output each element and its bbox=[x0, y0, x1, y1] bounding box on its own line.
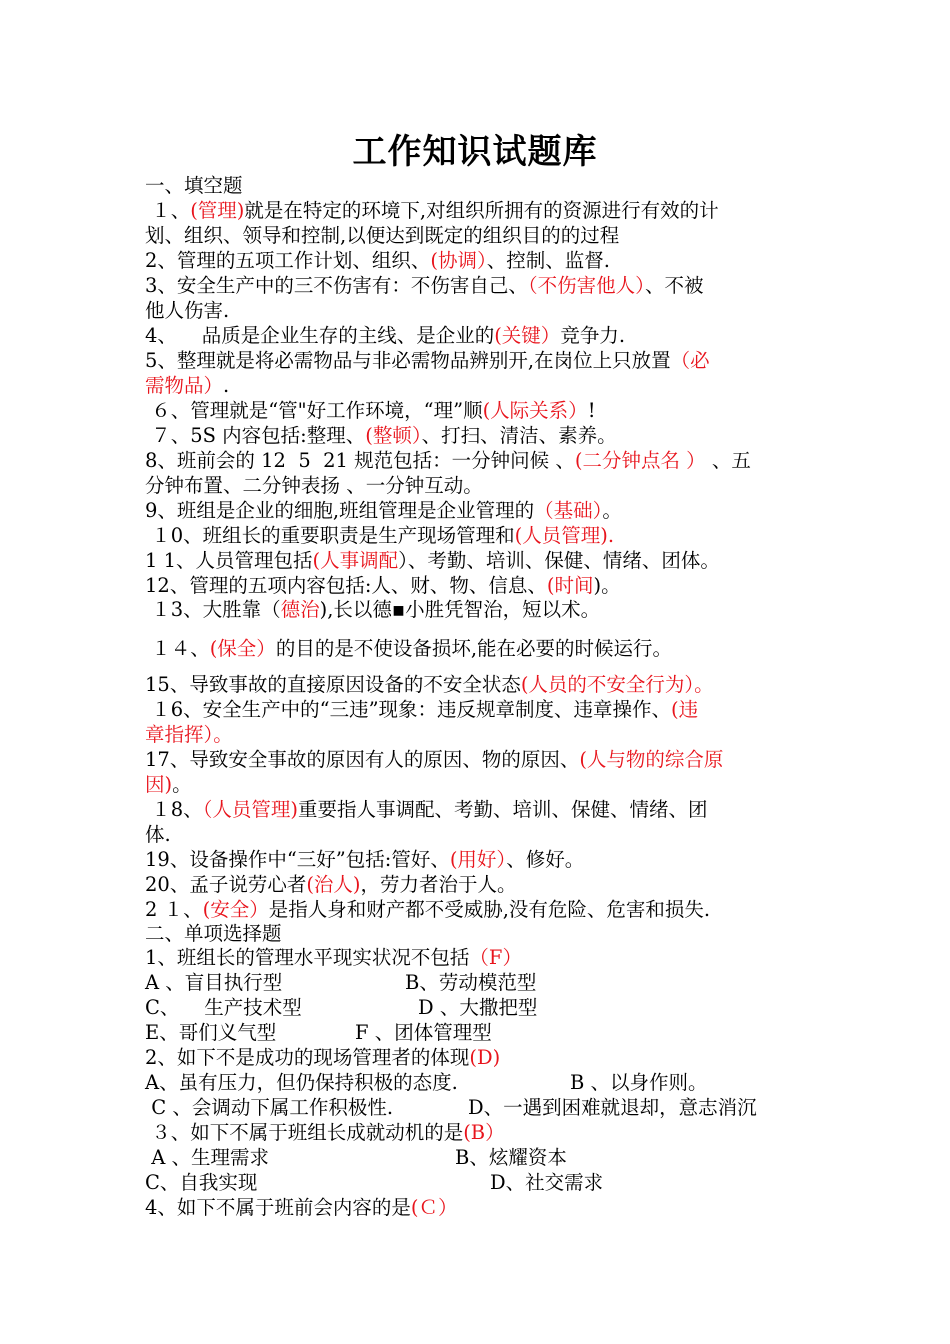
text-line bbox=[145, 398, 596, 423]
question-text: 、控制、监督. bbox=[486, 249, 610, 272]
question-text: F 、团体管理型 bbox=[355, 1021, 492, 1044]
question-text: 二、单项选择题 bbox=[145, 922, 282, 945]
answer-text: (保全） bbox=[209, 637, 276, 660]
text-line bbox=[145, 970, 282, 995]
text-line bbox=[145, 1170, 257, 1195]
answer-text: （不伤害他人） bbox=[527, 274, 645, 297]
question-text: 5、整理就是将必需物品与非必需物品辨别开,在岗位上只放置 bbox=[145, 349, 671, 372]
question-text: 的目的是不使设备损坏,能在必要的时候运行。 bbox=[275, 637, 673, 660]
answer-text: (管理) bbox=[190, 199, 245, 222]
question-text: 就是在特定的环境下,对组织所拥有的资源进行有效的计 bbox=[244, 199, 719, 222]
question-text: B 、以身作则。 bbox=[570, 1071, 708, 1094]
text-line bbox=[145, 573, 621, 598]
text-line bbox=[145, 797, 707, 822]
question-text: A 、生理需求 bbox=[145, 1146, 269, 1169]
answer-text: (安全） bbox=[202, 898, 269, 921]
question-text: B、劳动模范型 bbox=[405, 971, 537, 994]
question-text: 2、如下不是成功的现场管理者的体现 bbox=[145, 1046, 470, 1069]
answer-text: (人员的不安全行为）。 bbox=[520, 673, 714, 696]
question-text: 15、导致事故的直接原因设备的不安全状态 bbox=[145, 673, 521, 696]
text-line bbox=[145, 323, 625, 348]
text-line bbox=[145, 847, 584, 872]
text-line bbox=[145, 348, 710, 373]
text-line bbox=[455, 1145, 567, 1170]
text-line bbox=[145, 1195, 458, 1220]
question-text: 3、安全生产中的三不伤害有：不伤害自己、 bbox=[145, 274, 528, 297]
question-text: E、哥们义气型 bbox=[145, 1021, 277, 1044]
text-line bbox=[145, 498, 622, 523]
text-line bbox=[490, 1170, 603, 1195]
question-text: 、五 bbox=[705, 449, 751, 472]
question-text: 1、班组长的管理水平现实状况不包括 bbox=[145, 946, 470, 969]
question-text: １４、 bbox=[145, 637, 210, 660]
answer-text: 因) bbox=[145, 773, 173, 796]
question-text: . bbox=[223, 374, 230, 397]
text-line bbox=[145, 1070, 458, 1095]
text-line bbox=[145, 636, 672, 661]
text-line bbox=[145, 373, 229, 398]
text-line bbox=[145, 448, 751, 473]
text-line bbox=[145, 597, 600, 622]
question-text: C、自我实现 bbox=[145, 1171, 258, 1194]
text-line bbox=[145, 1020, 276, 1045]
question-text: １、 bbox=[145, 199, 191, 222]
question-text: 2 １、 bbox=[145, 898, 203, 921]
question-text: C 、会调动下属工作积极性. bbox=[145, 1096, 394, 1119]
answer-text: （F） bbox=[469, 946, 522, 969]
question-text: 、修好。 bbox=[506, 848, 585, 871]
text-line bbox=[145, 772, 192, 797]
answer-text: （基础） bbox=[534, 499, 603, 522]
question-text: 17、导致安全事故的原因有人的原因、物的原因、 bbox=[145, 748, 580, 771]
question-text: 。 bbox=[602, 499, 622, 522]
question-text: 是指人身和财产都不受威胁,没有危险、危害和损失. bbox=[268, 898, 711, 921]
answer-text: (时间 bbox=[546, 574, 594, 597]
answer-text: (人事调配 bbox=[312, 549, 399, 572]
text-line bbox=[145, 248, 610, 273]
question-text: 体. bbox=[145, 823, 171, 846]
question-text: 竞争力. bbox=[560, 324, 626, 347]
question-text: 2、管理的五项工作计划、组织、 bbox=[145, 249, 431, 272]
text-line bbox=[145, 672, 714, 697]
text-line bbox=[145, 722, 233, 747]
text-line bbox=[145, 548, 720, 573]
question-text: 。 bbox=[172, 773, 192, 796]
question-text: ! bbox=[587, 399, 596, 422]
text-line bbox=[145, 523, 614, 548]
question-text: A 、盲目执行型 bbox=[145, 971, 283, 994]
question-text: ６、管理就是“管"好工作环境，“理”顺 bbox=[145, 399, 483, 422]
question-text: 9、班组是企业的细胞,班组管理是企业管理的 bbox=[145, 499, 535, 522]
text-line bbox=[145, 1095, 393, 1120]
question-text: 4、如下不属于班前会内容的是 bbox=[145, 1196, 411, 1219]
question-text: ，劳力者治于人。 bbox=[360, 873, 517, 896]
answer-text: (B） bbox=[463, 1121, 505, 1144]
question-text: ),长以德▪小胜凭智治，短以术。 bbox=[319, 598, 601, 621]
question-text: 分钟布置、二分钟表扬 、一分钟互动。 bbox=[145, 474, 483, 497]
text-line bbox=[145, 897, 710, 922]
text-line bbox=[145, 872, 517, 897]
answer-text: (二分钟点名 ） bbox=[574, 449, 706, 472]
question-text: D、社交需求 bbox=[490, 1171, 604, 1194]
text-line bbox=[145, 1120, 505, 1145]
text-line bbox=[355, 1020, 492, 1045]
text-line bbox=[145, 1045, 500, 1070]
text-line bbox=[145, 473, 483, 498]
question-text: D、一遇到困难就退却，意志消沉 bbox=[468, 1096, 757, 1119]
question-text: １3、大胜靠（ bbox=[145, 598, 281, 621]
question-text: B、炫耀资本 bbox=[455, 1146, 567, 1169]
text-line bbox=[570, 1070, 708, 1095]
question-text: 重要指人事调配、考勤、培训、保健、情绪、团 bbox=[297, 798, 708, 821]
text-line bbox=[418, 995, 537, 1020]
text-line bbox=[145, 223, 619, 248]
question-text: 19、设备操作中“三好”包括:管好、 bbox=[145, 848, 450, 871]
answer-text: (Ｃ） bbox=[410, 1196, 458, 1219]
text-line bbox=[145, 1145, 269, 1170]
question-text: 20、孟子说劳心者 bbox=[145, 873, 307, 896]
question-text: 、不被 bbox=[644, 274, 704, 297]
question-text: 12、管理的五项内容包括:人、财、物、信息、 bbox=[145, 574, 547, 597]
question-text: 他人伤害. bbox=[145, 299, 230, 322]
question-text: 一、填空题 bbox=[145, 174, 243, 197]
answer-text: 德治 bbox=[280, 598, 320, 621]
text-line bbox=[145, 945, 522, 970]
text-line bbox=[145, 921, 282, 946]
answer-text: (人际关系） bbox=[482, 399, 588, 422]
question-text: １8、 bbox=[145, 798, 203, 821]
question-text: A、虽有压力，但仍保持积极的态度. bbox=[145, 1071, 458, 1094]
answer-text: (用好） bbox=[449, 848, 507, 871]
text-line bbox=[145, 298, 229, 323]
question-text: ３、如下不属于班组长成就动机的是 bbox=[145, 1121, 464, 1144]
answer-text: (人与物的综合原 bbox=[579, 748, 724, 771]
question-text: ７、5S 内容包括:整理、 bbox=[145, 424, 366, 447]
answer-text: (协调） bbox=[430, 249, 487, 272]
question-text: 4、 品质是企业生存的主线、是企业的 bbox=[145, 324, 495, 347]
answer-text: 需物品） bbox=[145, 374, 224, 397]
question-text: 8、班前会的 12 5 21 规范包括：一分钟问候 、 bbox=[145, 449, 575, 472]
answer-text: (违 bbox=[671, 698, 699, 721]
question-text: 、打扫、清洁、素养。 bbox=[421, 424, 617, 447]
question-text: D 、大撒把型 bbox=[418, 996, 538, 1019]
text-line bbox=[145, 273, 703, 298]
question-text: 划、组织、领导和控制,以便达到既定的组织目的的过程 bbox=[145, 224, 620, 247]
answer-text: （必 bbox=[670, 349, 710, 372]
text-line bbox=[145, 822, 171, 847]
text-line bbox=[145, 697, 698, 722]
question-text: １6、安全生产中的“三违”现象：违反规章制度、违章操作、 bbox=[145, 698, 672, 721]
text-line bbox=[145, 747, 723, 772]
text-line bbox=[145, 198, 719, 223]
answer-text: 章指挥）。 bbox=[145, 723, 233, 746]
question-text: １0、班组长的重要职责是生产现场管理和 bbox=[145, 524, 515, 547]
question-text: 1 1、人员管理包括 bbox=[145, 549, 313, 572]
text-line bbox=[405, 970, 536, 995]
text-line bbox=[145, 423, 617, 448]
page-title: 工作知识试题库 bbox=[352, 132, 598, 172]
answer-text: (治人) bbox=[306, 873, 361, 896]
text-line bbox=[468, 1095, 757, 1120]
answer-text: (关键） bbox=[494, 324, 561, 347]
text-line bbox=[145, 173, 243, 198]
question-text: )。 bbox=[593, 574, 621, 597]
answer-text: (人员管理). bbox=[514, 524, 615, 547]
text-line bbox=[145, 995, 302, 1020]
question-text: C、 生产技术型 bbox=[145, 996, 302, 1019]
answer-text: （人员管理) bbox=[202, 798, 298, 821]
question-text: ）、考勤、培训、保健、情绪、团体。 bbox=[398, 549, 720, 572]
answer-text: (整顿） bbox=[365, 424, 422, 447]
answer-text: (D) bbox=[469, 1046, 501, 1069]
